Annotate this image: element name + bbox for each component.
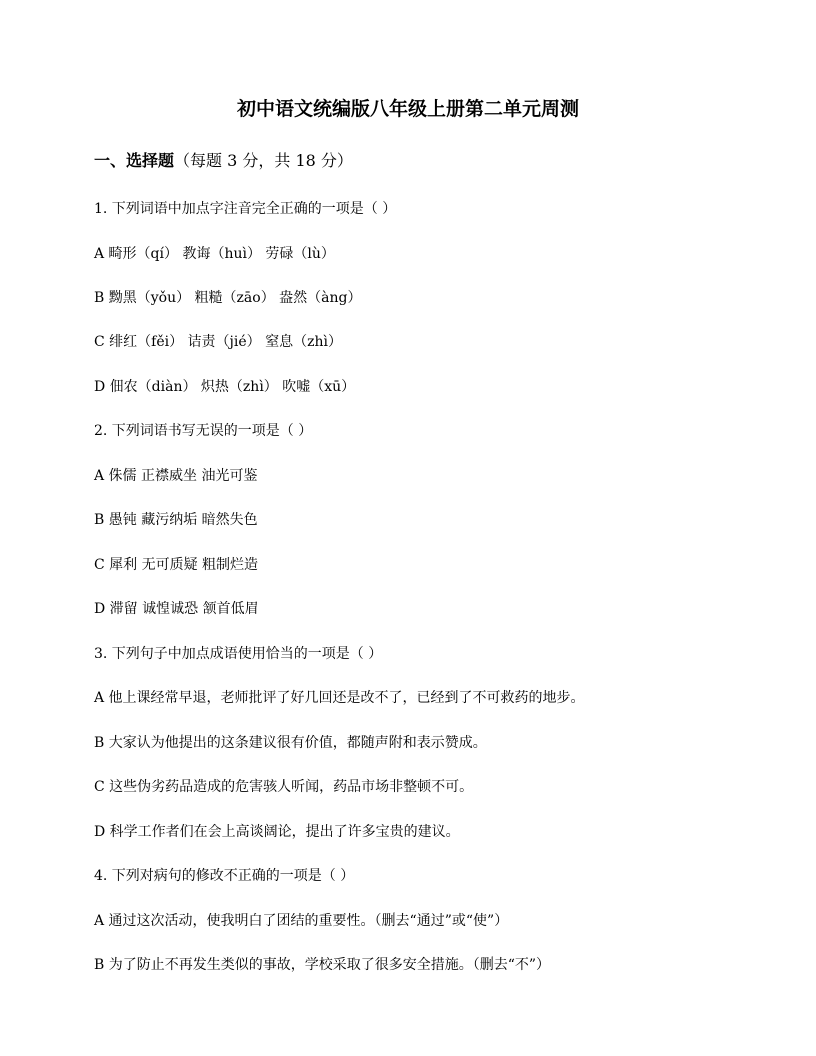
question-4-option-b: B 为了防止不再发生类似的事故，学校采取了很多安全措施。（删去“不”） <box>94 957 551 973</box>
question-stem-4: 4. 下列对病句的修改不正确的一项是（ ） <box>94 868 355 884</box>
question-2-option-b: B 愚钝 藏污纳垢 暗然失色 <box>94 512 258 528</box>
question-stem-1: 1. 下列词语中加点字注音完全正确的一项是（ ） <box>94 201 397 217</box>
section-heading-note: （每题 3 分，共 18 分） <box>174 151 353 170</box>
question-3-option-b: B 大家认为他提出的这条建议很有价值，都随声附和表示赞成。 <box>94 735 487 751</box>
question-stem-2: 2. 下列词语书写无误的一项是（ ） <box>94 423 313 439</box>
question-stem-3: 3. 下列句子中加点成语使用恰当的一项是（ ） <box>94 646 383 662</box>
page-title: 初中语文统编版八年级上册第二单元周测 <box>236 98 579 120</box>
question-4-option-a: A 通过这次活动，使我明白了团结的重要性。（删去“通过”或“使”） <box>94 913 509 929</box>
question-2-option-c: C 犀利 无可质疑 粗制烂造 <box>94 557 259 573</box>
question-2-option-a: A 侏儒 正襟威坐 油光可鉴 <box>94 468 258 484</box>
question-1-option-a: A 畸形（qí） 教诲（huì） 劳碌（lù） <box>94 246 335 262</box>
question-2-option-d: D 滞留 诚惶诚恐 颔首低眉 <box>94 601 259 617</box>
section-heading <box>94 150 353 172</box>
question-1-option-d: D 佃农（diàn） 炽热（zhì） 吹嘘（xū） <box>94 379 356 395</box>
question-1-option-c: C 绯红（fěi） 诘责（jié） 窒息（zhì） <box>94 334 342 350</box>
question-3-option-d: D 科学工作者们在会上高谈阔论，提出了许多宝贵的建议。 <box>94 824 460 840</box>
question-3-option-c: C 这些伪劣药品造成的危害骇人听闻，药品市场非整顿不可。 <box>94 779 474 795</box>
section-heading-label: 一、选择题 <box>94 151 175 170</box>
question-1-option-b: B 黝黑（yǒu） 粗糙（zāo） 盎然（àng） <box>94 290 362 306</box>
question-3-option-a: A 他上课经常早退，老师批评了好几回还是改不了，已经到了不可救药的地步。 <box>94 690 585 706</box>
